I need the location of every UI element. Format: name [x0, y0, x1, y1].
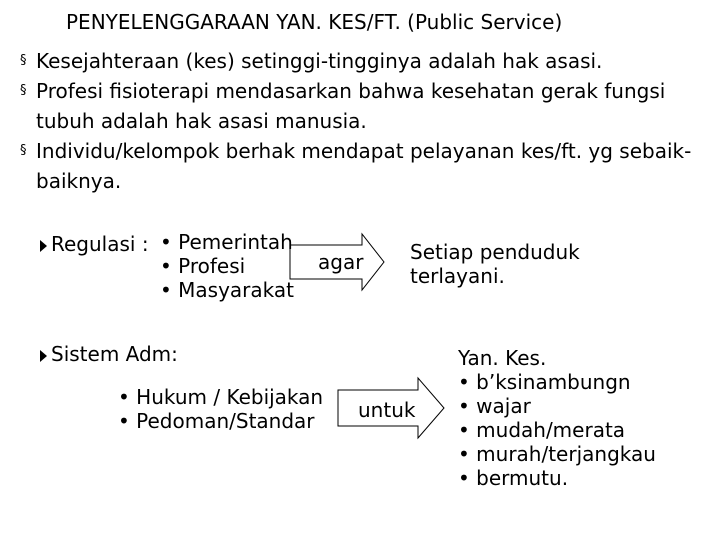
result-line: Setiap penduduk [410, 240, 580, 264]
triangle-bullet-icon [40, 350, 47, 362]
section-sign-icon: § [20, 143, 27, 158]
sistem-item: • Hukum / Kebijakan [118, 385, 324, 409]
regulasi-label: Regulasi : [51, 232, 149, 256]
regulasi-item: • Pemerintah [160, 230, 293, 254]
result-item: • bermutu. [458, 466, 569, 490]
sistem-items [118, 385, 323, 433]
slide-title: PENYELENGGARAAN YAN. KES/FT. (Public Service) [66, 10, 563, 34]
result-item: • wajar [458, 394, 531, 418]
bullet-item [20, 76, 710, 136]
untuk-label: untuk [358, 398, 416, 422]
sistem-result [458, 346, 656, 490]
bullet-item [20, 136, 710, 196]
bullet-text: Profesi fisioterapi mendasarkan bahwa kesehatan gerak fungsi tubuh adalah hak asasi manusia. [36, 79, 666, 133]
agar-label: agar [318, 250, 364, 274]
bullet-text: Kesejahteraan (kes) setinggi-tingginya adalah hak asasi. [36, 49, 603, 73]
triangle-bullet-icon [40, 240, 47, 252]
regulasi-result [410, 240, 580, 288]
result-item: • b’ksinambungn [458, 370, 631, 394]
bullet-list [20, 46, 710, 196]
regulasi-label-row [40, 232, 149, 256]
result-line: terlayani. [410, 264, 505, 288]
sistem-label-row [40, 342, 178, 366]
result-item: • mudah/merata [458, 418, 626, 442]
bullet-item [20, 46, 710, 76]
sistem-item: • Pedoman/Standar [118, 409, 315, 433]
section-sign-icon: § [20, 83, 27, 98]
sistem-label: Sistem Adm: [51, 342, 178, 366]
regulasi-item: • Profesi [160, 254, 246, 278]
result-title: Yan. Kes. [458, 346, 547, 370]
regulasi-item: • Masyarakat [160, 278, 294, 302]
result-item: • murah/terjangkau [458, 442, 656, 466]
section-sign-icon: § [20, 53, 27, 68]
regulasi-items [160, 230, 294, 302]
bullet-text: Individu/kelompok berhak mendapat pelayanan kes/ft. yg sebaik-baiknya. [36, 139, 692, 193]
